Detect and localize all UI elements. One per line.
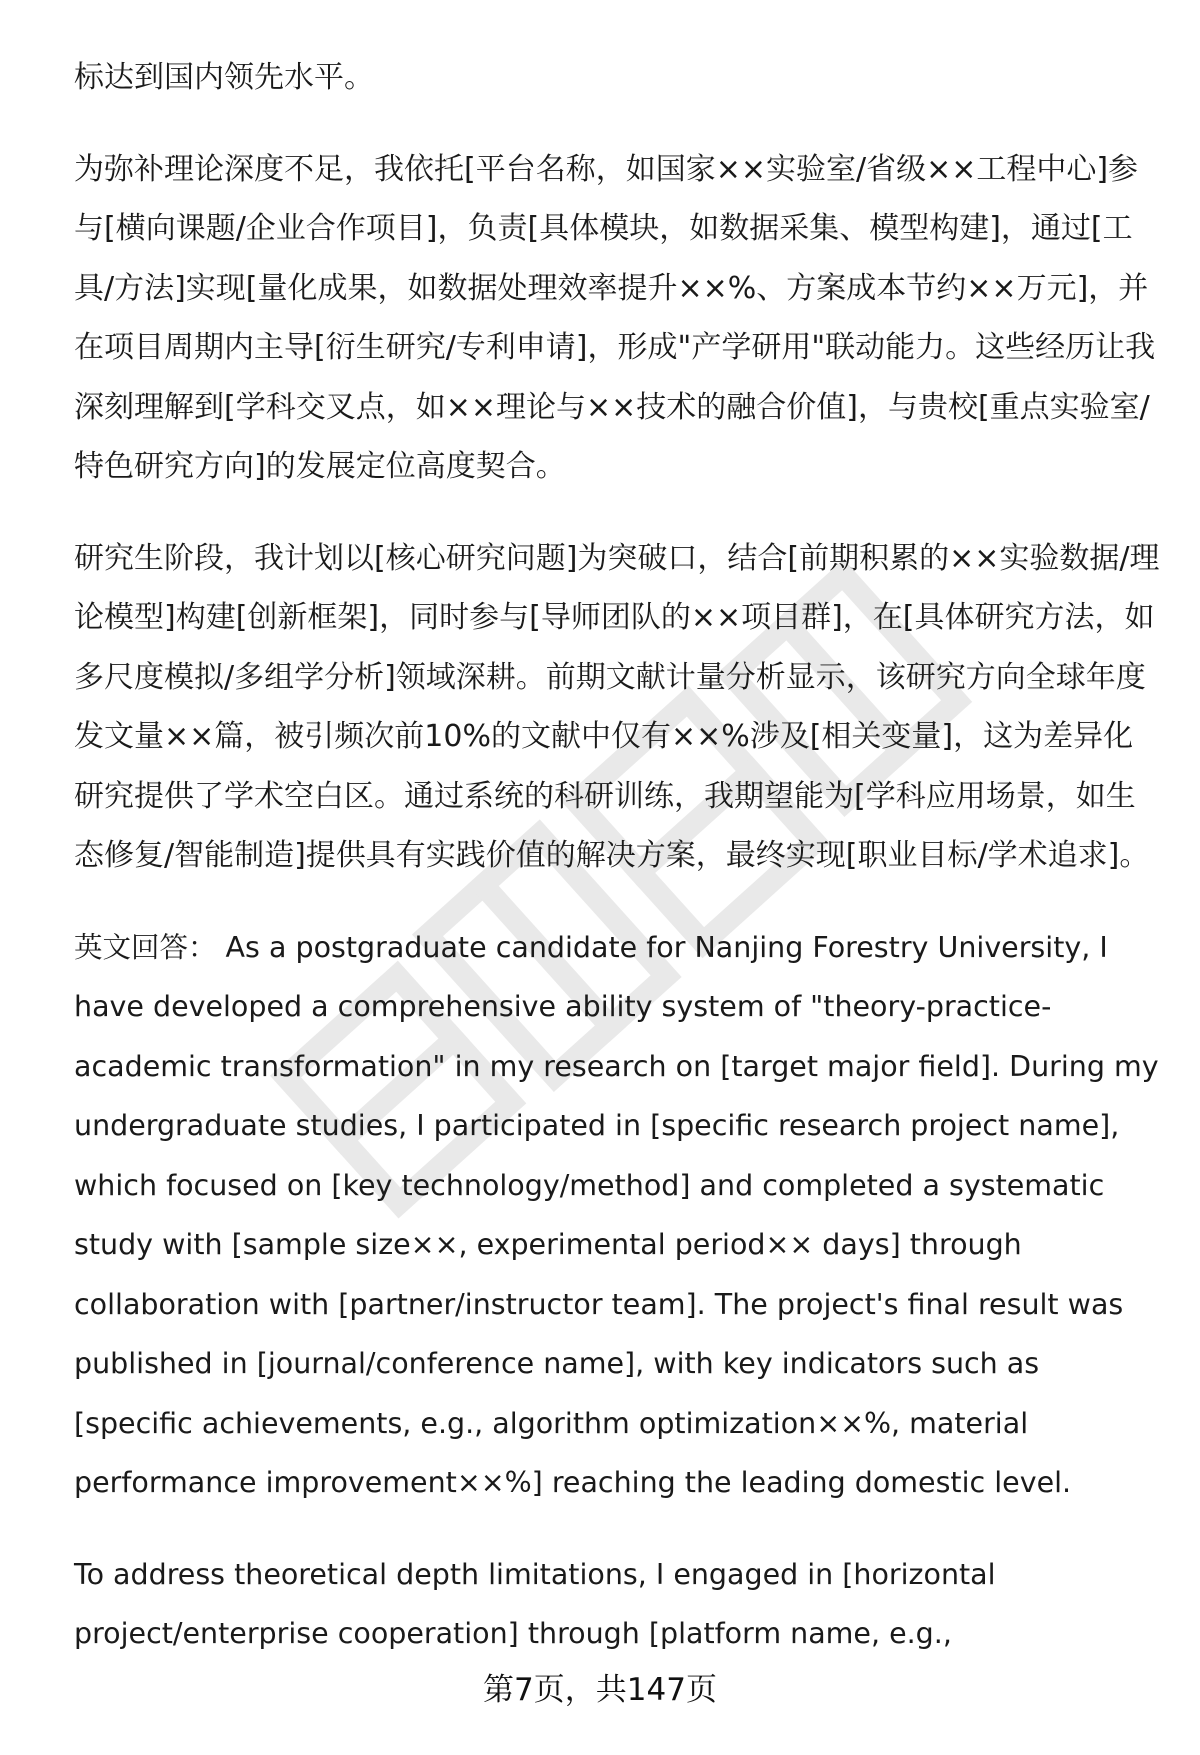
paragraph-english-answer: 英文回答： As a postgraduate candidate for Nanjing Forestry University, I have developed a comprehensive ability system of "theory-practice-academic transformation" in my research on [target major field]. During my undergraduate studies, I participated in [specific research project name], which focused on [key technology/method] and completed a systematic study with [sample size××, experimental period×× days] through collaboration with [partner/instructor team]. The project's final result was published in [journal/conference name], with key indicators such as [specific achievements, e.g., algorithm optimization××%, material performance improvement××%] reaching the leading domestic level. xyxy=(74,930,1159,1499)
paragraph-english-theory: To address theoretical depth limitations, I engaged in [horizontal project/enterprise cooperation] through [platform name, e.g., xyxy=(74,1557,996,1650)
paragraph-research-plan: 研究生阶段，我计划以[核心研究问题]为突破口，结合[前期积累的××实验数据/理论模型]构建[创新框架]，同时参与[导师团队的××项目群]，在[具体研究方法，如多尺度模拟/多组学分析]领域深耕。前期文献计量分析显示，该研究方向全球年度发文量××篇，被引频次前10%的文献中仅有××%涉及[相关变量]，这为差异化研究提供了学术空白区。通过系统的科研训练，我期望能为[学科应用场景，如生态修复/智能制造]提供具有实践价值的解决方案，最终实现[职业目标/学术追求]。 xyxy=(74,540,1160,873)
paragraph-continuation: 标达到国内领先水平。 xyxy=(74,60,374,95)
document-body xyxy=(74,48,1160,1664)
page-number: 第7页，共147页 xyxy=(483,1672,717,1708)
paragraph-platform-experience: 为弥补理论深度不足，我依托[平台名称，如国家××实验室/省级××工程中心]参与[横向课题/企业合作项目]，负责[具体模块，如数据采集、模型构建]，通过[工具/方法]实现[量化成果，如数据处理效率提升××%、方案成本节约××万元]，并在项目周期内主导[衍生研究/专利申请]，形成"产学研用"联动能力。这些经历让我深刻理解到[学科交叉点，如××理论与××技术的融合价值]，与贵校[重点实验室/特色研究方向]的发展定位高度契合。 xyxy=(74,151,1156,484)
